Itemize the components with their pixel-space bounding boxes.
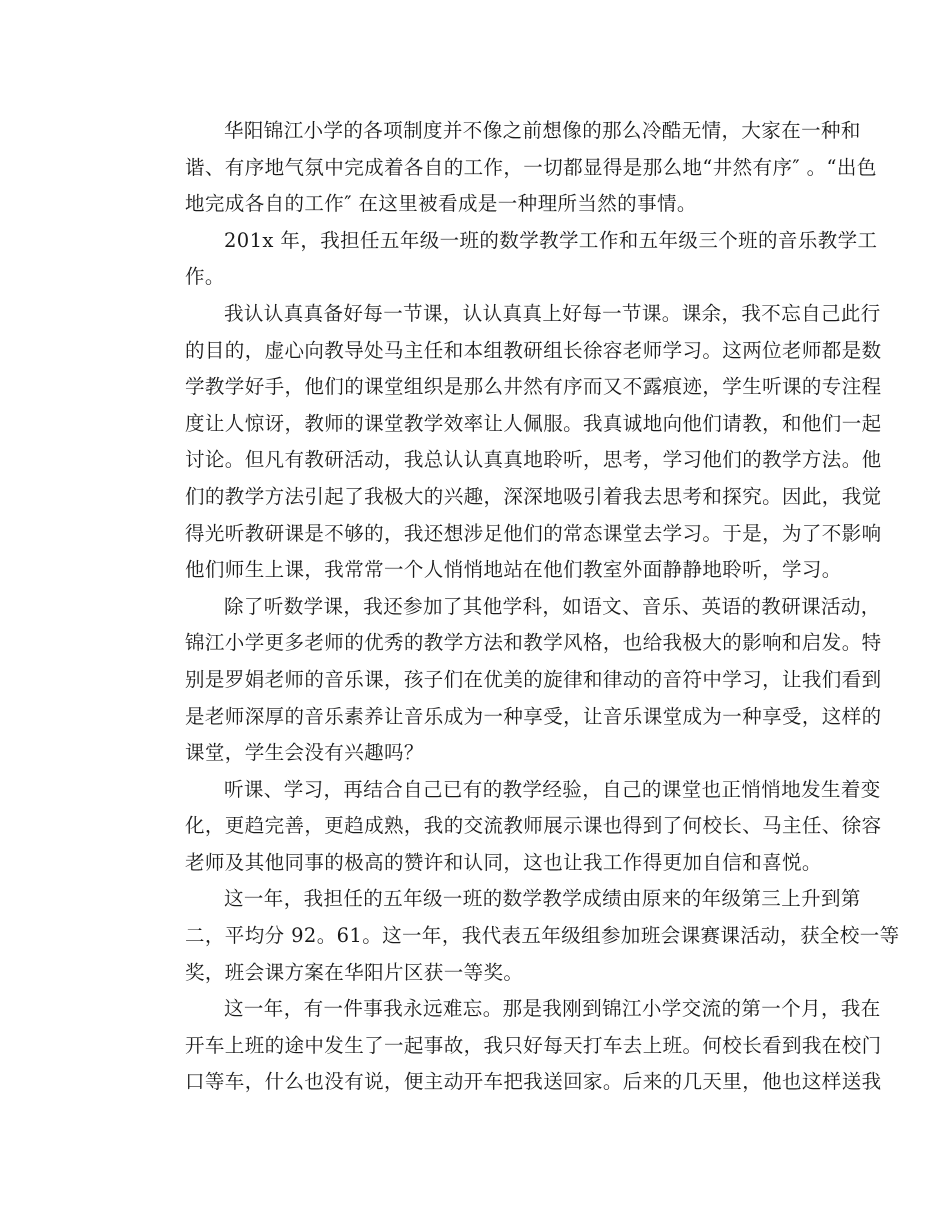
text-line: 华阳锦江小学的各项制度并不像之前想像的那么冷酷无情，大家在一种和 [224, 119, 861, 142]
text-line: 他们师生上课，我常常一个人悄悄地站在他们教室外面静静地聆听，学习。 [185, 558, 842, 582]
paragraph-2 [146, 223, 878, 296]
text-line: 谐、有序地气氛中完成着各自的工作，一切都显得是那么地“井然有序″ 。“出色 [185, 155, 877, 179]
paragraph-3 [146, 296, 882, 589]
text-line: 度让人惊讶，教师的课堂教学效率让人佩服。我真诚地向他们请教，和他们一起 [185, 411, 882, 435]
paragraph-4 [146, 589, 882, 772]
text-line: 201x 年，我担任五年级一班的数学教学工作和五年级三个班的音乐教学工 [224, 228, 878, 252]
text-line: 讨论。但凡有教研活动，我总认认真真地聆听，思考，学习他们的教学方法。他 [185, 448, 882, 472]
paragraph-5 [146, 772, 882, 882]
text-line: 锦江小学更多老师的优秀的教学方法和教学风格，也给我极大的影响和启发。特 [185, 631, 882, 655]
text-line: 作。 [185, 265, 225, 289]
text-line: 学教学好手，他们的课堂组织是那么井然有序而又不露痕迹，学生听课的专注程 [185, 375, 882, 399]
text-line: 们的教学方法引起了我极大的兴趣，深深地吸引着我去思考和探究。因此，我觉 [185, 484, 882, 508]
text-line: 是老师深厚的音乐素养让音乐成为一种享受，让音乐课堂成为一种享受，这样的 [185, 704, 882, 728]
text-line: 课堂，学生会没有兴趣吗？ [185, 741, 424, 765]
paragraph-1 [146, 113, 877, 223]
text-line: 二，平均分 92。61。这一年，我代表五年级组参加班会课赛课活动，获全校一等 [185, 924, 900, 948]
text-line: 得光听教研课是不够的，我还想涉足他们的常态课堂去学习。于是，为了不影响 [185, 521, 882, 545]
paragraph-7 [146, 991, 882, 1101]
text-line: 的目的，虚心向教导处马主任和本组教研组长徐容老师学习。这两位老师都是数 [185, 338, 882, 362]
text-line: 除了听数学课，我还参加了其他学科，如语文、音乐、英语的教研课活动， [224, 594, 881, 618]
text-line: 这一年，有一件事我永远难忘。那是我刚到锦江小学交流的第一个月，我在 [224, 997, 881, 1021]
text-line: 开车上班的途中发生了一起事故，我只好每天打车去上班。何校长看到我在校门 [185, 1033, 882, 1057]
text-line: 地完成各自的工作″ 在这里被看成是一种理所当然的事情。 [185, 192, 697, 216]
text-line: 听课、学习，再结合自己已有的教学经验，自己的课堂也正悄悄地发生着变 [224, 777, 881, 801]
text-line: 我认认真真备好每一节课，认认真真上好每一节课。课余，我不忘自己此行 [224, 301, 881, 325]
text-line: 化，更趋完善，更趋成熟，我的交流教师展示课也得到了何校长、马主任、徐容 [185, 814, 882, 838]
text-line: 老师及其他同事的极高的赞许和认同，这也让我工作得更加自信和喜悦。 [185, 850, 822, 874]
paragraph-6 [146, 881, 900, 991]
document-body [146, 113, 900, 1101]
text-line: 奖，班会课方案在华阳片区获一等奖。 [185, 960, 524, 984]
text-line: 这一年，我担任的五年级一班的数学教学成绩由原来的年级第三上升到第 [224, 887, 861, 911]
text-line: 口等车，什么也没有说，便主动开车把我送回家。后来的几天里，他也这样送我 [185, 1070, 882, 1094]
text-line: 别是罗娟老师的音乐课，孩子们在优美的旋律和律动的音符中学习，让我们看到 [185, 667, 882, 691]
